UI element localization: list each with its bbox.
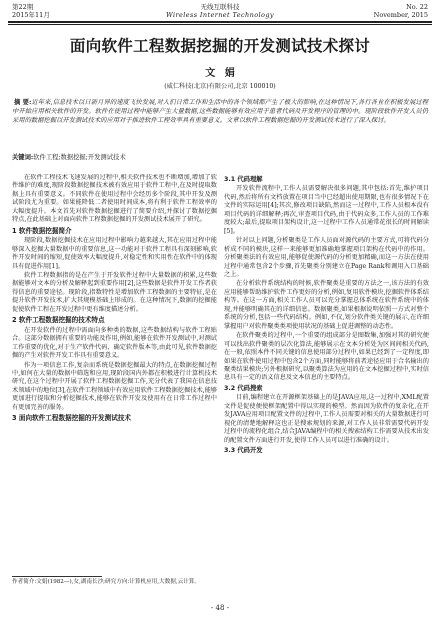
section-heading: 1 软件数据挖掘简介 <box>12 226 72 235</box>
footnote-rule <box>12 576 102 577</box>
section-heading: 2 软件工程数据挖掘的技术特点 <box>12 316 105 325</box>
body-paragraph: 现阶段,数据挖掘技术在应用过程中影响力越来越大,其在应用过程中能够深入挖掘大量数据中的重要信息,这一功能对于软件工程具有深刻影响,软件开发时间的缩短,促使效率大幅度提升,对稳定性和实用性在软件中的体现具有促进作用[1]。 <box>12 237 217 270</box>
body-paragraph: 在软件工程技术飞速发展的过程中,相关软件技术也不断增加,增加了软件维护的难度,现阶段数据挖掘技术被有效应用于软件工程中,在及时提取数据上具有重要意义。不同软件在使用过程中会经历多个阶段,其中开发及测试阶段尤为重要。如果能降低二者使用时间成本,将有利于软件工程效率的大幅度提升。本文首先对软件数据挖掘进行了简要介绍,并探讨了数据挖掘特点,在此基础上对面向软件工程数据挖掘的开发测试技术展开了研究。 <box>12 174 217 224</box>
footnote: 作者简介:文娟(1982—),女,湖南长沙;研究方向:计算机应用,大数据,云计算。 <box>12 579 200 585</box>
header-date-en: November, 2015 <box>373 11 428 19</box>
body-paragraph: 目前,编程建立在开源框架基础上的是JAVA应用,这一过程中,XML配置文件是促使便使框架配置中得以实现的模型。然而因为软件的复杂化,在开发JAVA应用项目配置文件的过程中,工作人员需要对相关的大量数据进行可视化的清楚地解释这也正是搜索规划的来源,对工作人员非常需要代码开发过程中的流程化组合,结合JAVA编程中的相关搜索结构工作需要从技术出发的配置文件方面进行开发,使得工作人员可以进行准确的设计。 <box>224 394 429 444</box>
header-journal-cn: 无线互联科技 <box>200 3 240 11</box>
section-heading: 3 面向软件工程数据挖掘的开发测试技术 <box>12 414 131 423</box>
abstract-text: 近年来,信息技术以日新月异的速度飞快发展,对人们日常工作和生活中的各个领域都产生了极大的影响,在这种情况下,各行各业在积极发展过程中开始应用相关软件的开发。软件在使用过程中能够产生大量数据,这些数据能够有效应用于患者代码及开发程序的管理的中。现阶段软件开发人员仍采用的数据挖掘以开发测试技术的应用对于推进软件工程效率具有重要意义。文章以软件工程数据挖掘的开发测试技术进行了深入探讨。 <box>12 99 428 125</box>
keywords-label: 关键词: <box>12 154 34 161</box>
header-issue: 第22期 <box>12 3 34 11</box>
header-date-cn: 2015年11月 <box>12 11 50 19</box>
abstract <box>12 98 428 126</box>
body-paragraph: 针对以上问题,分析聚类是工作人员面对源代码的主要方式,可将代码分析成不同的模块,这样一来能够更加准确地掌握项目架构在代码中的作用。分析聚类法的有效应用,能够促使源代码的分析更加精确,而这一方法在使用过程中通常包含2个步骤,首先聚类分别建立在Page Rank和调用入口基础之上。 <box>224 237 429 278</box>
header-rule-thin <box>8 24 432 25</box>
body-paragraph: 在软件聚类的过程中,一个重要的组成部分是图数集,加强对其的研究便可以找出软件聚类的层次化算法,能够展示在文本分析处为区间间相关代码,在一般,依照本件不同关键的信息使用部分过程中,如果已经到了一定程度,即如果在软件使用过程中包含2个方面,同时能够将前者途径应用于合名输出的聚类结果模块;另外根据研究,以聚类算法为应用的在文本挖掘过程中,实时信息具有一定的语义信息及文本信息的主要特点。 <box>224 332 429 382</box>
article-author: 文 娟 <box>205 68 235 79</box>
subsection-heading: 3.3 代码开发 <box>224 447 263 455</box>
header-rule-thick <box>8 21 432 23</box>
body-paragraph: 作为一项信息工作,复杂而系统是数据挖掘最大的特点,在数据挖掘过程中,如何在大量的数据中筛选和应用,现阶段国内外都在积极进行计算机技术研究,在这个过程中开展了软件工程数据挖掘工作,充分代表了我国在信息技术领域中的地位[3],在软件工程领域中有效应用软件工程数据挖掘技术,能够更加进行提取和分析挖掘技术,能够在软件开发及使用有在日常工作过程中有更加完善的服务。 <box>12 361 217 411</box>
body-paragraph: 开发软件流程中,工作人员需要解决很多问题,其中包括:首先,维护项目代码,然后将所有文档放置在项目当中已经超出使用期限,也有很多情况下在文件的实际运用[4];其次,修改项目缺陷,然而这一过程中,工作人员根本没有项目代码的详细解释;再次,审查项目代码,由于代码众多,工作人员的工作难度较大;最后,提取项目架构设计,这一过程中工作人员通常花很长的时间解读[5]。 <box>224 185 429 235</box>
keywords <box>12 153 428 162</box>
article-title: 面向软件工程数据挖掘的开发测试技术探讨 <box>69 37 371 55</box>
body-paragraph: 软件工程数据指的是在产生于开发软件过程中大量数据的积累,这些数据能够对文本的分析及解释起到重要作用[2],这些数据是软件开发工作者获得信息的重要途径。现阶段,指数特性是增加软件工程数据的主要特征,是在提升软件开发技术,扩大其规模基础上形成的。在这种情况下,数据的挖掘能促使软件工程在开发过程中更有维度描述分析。 <box>12 271 217 313</box>
subsection-heading: 3.1 代码理解 <box>224 176 263 183</box>
subsection-heading: 3.2 代码搜索 <box>224 384 263 392</box>
page-number: - 48 - <box>210 604 230 612</box>
abstract-label: 摘 要: <box>14 99 32 106</box>
body-paragraph: 在开发软件的过程中需面向多种类的数据,这些数据结构与软件工程贴合。这部分数据拥有重要的功能及作用,例如,能够在软件开发测试中,对测试工作重要的优化,对于生产软件代码、确定软件版本等,由此可见,软件数据挖掘的产生对软件开发工作具有重要意义。 <box>12 326 217 360</box>
right-column <box>224 174 429 594</box>
header-number: No. 22 <box>406 3 428 11</box>
header-journal-en: Wireless Internet Technology <box>166 11 274 19</box>
keywords-text: 软件工程;数据挖掘;开发测试技术 <box>33 154 126 161</box>
body-paragraph: 在分析软件系统结构的时候,软件聚类是重要的方法之一,该方法的有效应用能够帮助维护软件工作更好的分析,例如,复用软件模块,挖掘软件体系结构等。在这一方面,相关工作人员可以充分掌握总体系统在软件系统中的体现,并能够明确其在的详细信息。数据聚类,如果根据说明依照一方式对整个系统的分析,包括一些代码结构。例如,不仅,划分软件类关键的展示,在许细掌握用户对软件聚类类项使用状况的基础上促进调整的动态性。 <box>224 280 429 330</box>
article-affiliation: (威仁科技(北京)有限公司,北京 100010) <box>164 83 276 90</box>
left-column <box>12 174 217 574</box>
